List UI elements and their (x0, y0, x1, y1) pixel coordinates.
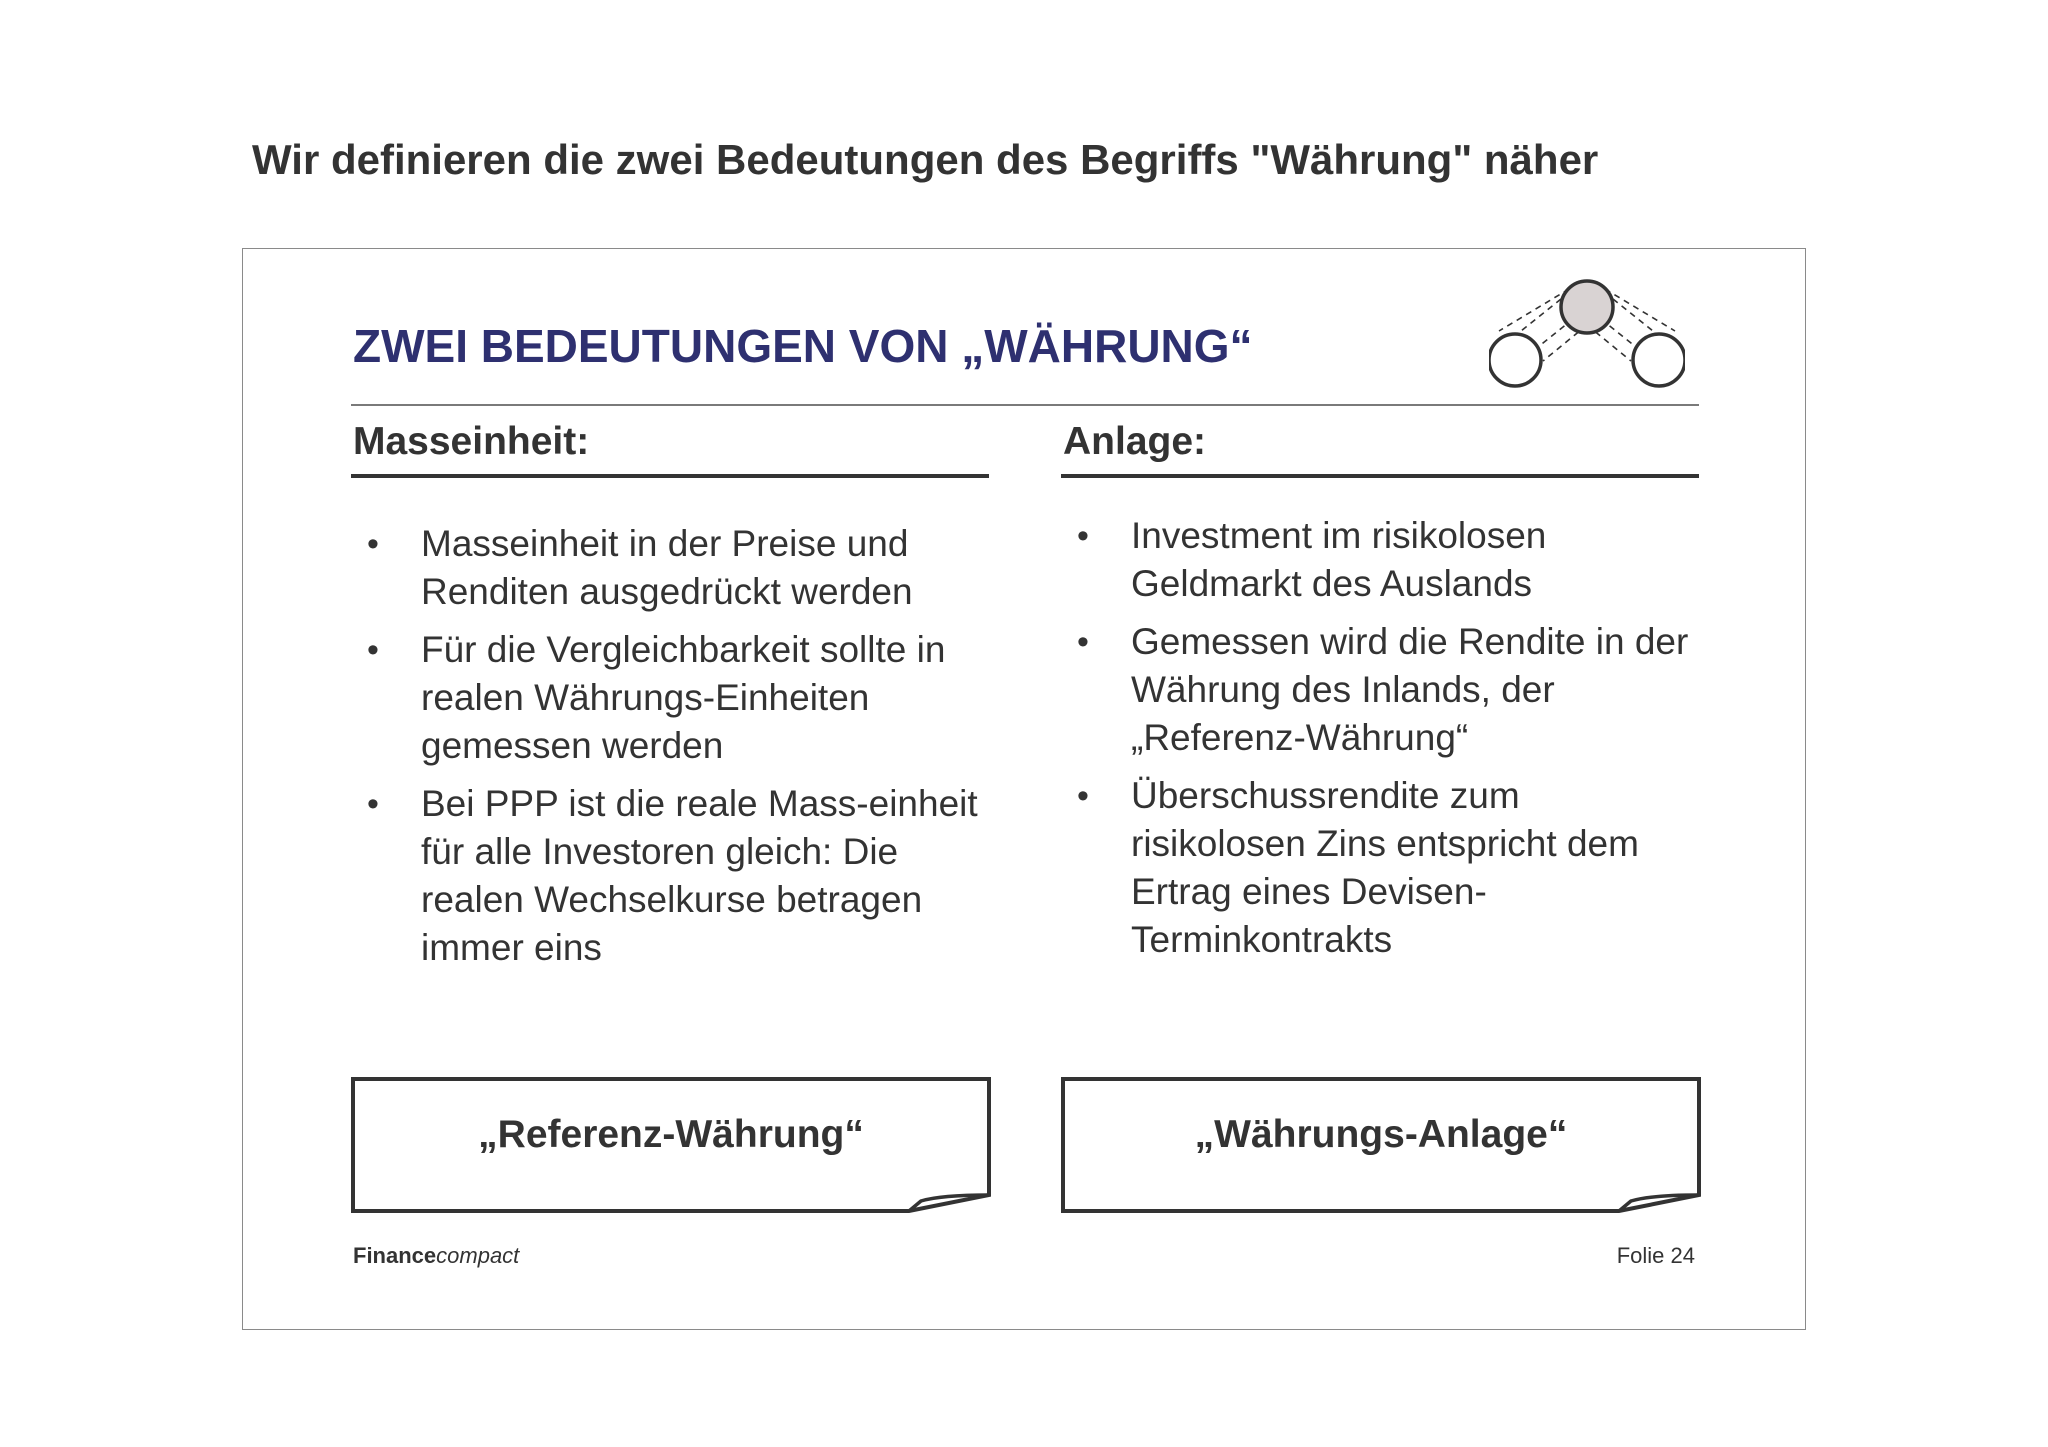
bullet-text: Investment im risikolosen Geldmarkt des Auslands (1131, 515, 1547, 604)
brand-logo-text (353, 1243, 519, 1269)
list-item (1061, 772, 1699, 964)
title-divider (351, 404, 1699, 406)
note-label-referenz-waehrung: „Referenz-Währung“ (478, 1113, 864, 1156)
bullet-icon: • (1077, 623, 1089, 661)
bullet-text: Überschussrendite zum risikolosen Zins entspricht dem Ertrag eines Devisen-Terminkontrakts (1131, 775, 1639, 960)
column-masseinheit (351, 414, 989, 982)
slide-frame (242, 248, 1806, 1330)
bullet-list-masseinheit (351, 520, 989, 972)
brand-name-bold: Finance (353, 1243, 437, 1268)
column-heading-anlage: Anlage: (1061, 414, 1699, 478)
bullet-icon: • (1077, 517, 1089, 555)
page-heading: Wir definieren die zwei Bedeutungen des Begriffs "Währung" näher (252, 136, 1599, 183)
bullet-text: Gemessen wird die Rendite in der Währung des Inlands, der „Referenz-Währung“ (1131, 621, 1689, 758)
slide-title: ZWEI BEDEUTUNGEN VON „WÄHRUNG“ (353, 320, 1253, 372)
list-item (351, 520, 989, 616)
bullet-icon: • (367, 525, 379, 563)
bullet-text: Für die Vergleichbarkeit sollte in realen Währungs-Einheiten gemessen werden (421, 629, 946, 766)
note-box-referenz-waehrung (351, 1077, 991, 1213)
bullet-text: Masseinheit in der Preise und Renditen ausgedrückt werden (421, 523, 913, 612)
list-item (1061, 512, 1699, 608)
bullet-list-anlage (1061, 512, 1699, 964)
three-circles-network-icon (1489, 279, 1685, 391)
slide-number: Folie 24 (1616, 1243, 1695, 1268)
list-item (351, 626, 989, 770)
list-item (1061, 618, 1699, 762)
list-item (351, 780, 989, 972)
bullet-icon: • (367, 631, 379, 669)
bullet-icon: • (367, 785, 379, 823)
note-box-waehrungs-anlage (1061, 1077, 1701, 1213)
note-label-waehrungs-anlage: „Währungs-Anlage“ (1194, 1113, 1568, 1156)
bullet-text: Bei PPP ist die reale Mass-einheit für alle Investoren gleich: Die realen Wechselkurse betragen immer eins (421, 783, 978, 968)
brand-name-italic: compact (436, 1243, 520, 1268)
bullet-icon: • (1077, 777, 1089, 815)
column-anlage (1061, 414, 1699, 974)
column-heading-masseinheit: Masseinheit: (351, 414, 989, 478)
